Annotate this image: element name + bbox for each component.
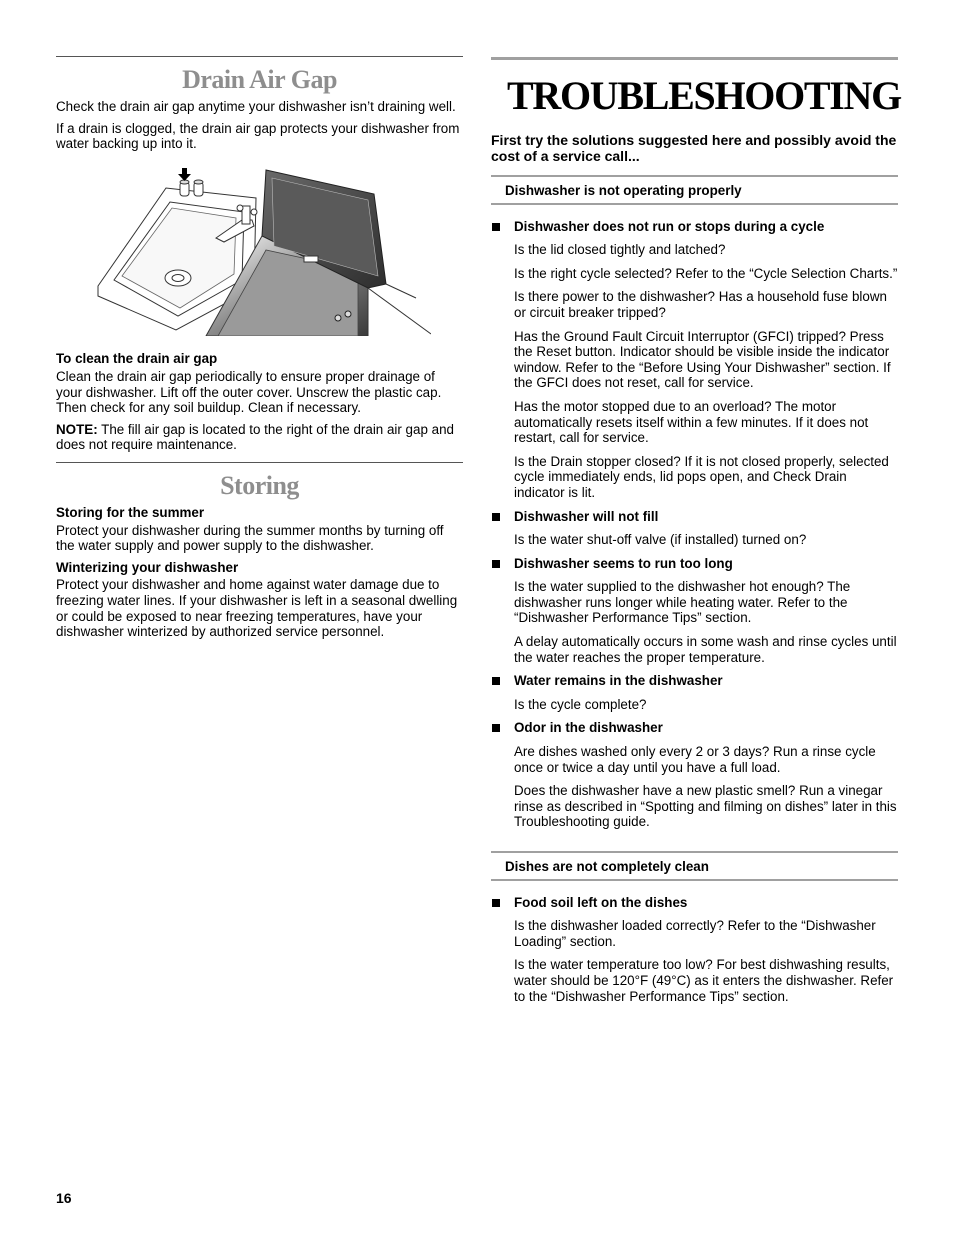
page-number: 16 <box>56 1190 72 1206</box>
answer: Has the motor stopped due to an overload? The motor automatically resets itself within a few minutes. If it does not restart, call for service. <box>514 398 869 446</box>
drain-air-gap-title: Drain Air Gap <box>182 65 337 94</box>
issue-title-text: Dishwasher seems to run too long <box>514 555 733 571</box>
clean-drain-air-gap-text: Clean the drain air gap periodically to ensure proper drainage of your dishwasher. Lift off the outer cover. Unscrew the plastic cap. Then check for any soil buildup. Clean if necessary. <box>56 368 442 416</box>
answer: Is the right cycle selected? Refer to the “Cycle Selection Charts.” <box>514 265 898 281</box>
bullet-square-icon <box>492 677 500 685</box>
issue-odor <box>491 720 898 736</box>
note-label: NOTE: <box>56 421 98 437</box>
answer: Does the dishwasher have a new plastic smell? Run a vinegar rinse as described in “Spotting and filming on dishes” later in this Troubleshooting guide. <box>514 783 897 830</box>
issue-does-not-run <box>491 219 898 235</box>
issue-title-text: Odor in the dishwasher <box>514 720 663 736</box>
answer: Is the water temperature too low? For best dishwashing results, water should be 120°F (49°C) as it enters the dishwasher. Refer to the “Dishwasher Performance Tips” section. <box>514 957 894 1004</box>
storing-title: Storing <box>220 470 299 500</box>
spacer <box>491 838 898 851</box>
left-column <box>56 56 463 646</box>
note-text: The fill air gap is located to the right of the drain air gap and does not require maintenance. <box>56 421 454 453</box>
answer: Has the Ground Fault Circuit Interruptor (GFCI) tripped? Press the Reset button. Indicator should be visible inside the indicator window. Refer to the “Before Using Your Dishwasher” section. If the GFCI does not reset, call for service. <box>514 328 891 391</box>
bullet-square-icon <box>492 223 500 231</box>
section-heading-not-clean: Dishes are not completely clean <box>491 851 898 881</box>
answer: Is the water shut-off valve (if installed) turned on? <box>514 532 807 548</box>
bullet-square-icon <box>492 560 500 568</box>
issue-runs-too-long <box>491 556 898 572</box>
bullet-square-icon <box>492 513 500 521</box>
issue-will-not-fill <box>491 509 898 525</box>
section-rule <box>56 462 463 463</box>
drain-air-gap-para-2: If a drain is clogged, the drain air gap protects your dishwasher from water backing up into it. <box>56 120 460 152</box>
winterizing-text: Protect your dishwasher and home against water damage due to freezing water lines. If your dishwasher is left in a seasonal dwelling or could be exposed to near freezing temperatures, have your dishwasher winterized by authorized service personnel. <box>56 577 458 640</box>
issue-title-text: Food soil left on the dishes <box>514 894 688 910</box>
answer: Is the Drain stopper closed? If it is not closed properly, selected cycle immediately ends, lid pops open, and Check Drain indicator is lit. <box>514 453 889 500</box>
answer: Is the water supplied to the dishwasher hot enough? The dishwasher runs longer while heating water. Refer to the “Dishwasher Performance Tips” section. <box>514 579 851 626</box>
storing-summer-text: Protect your dishwasher during the summer months by turning off the water supply and power supply to the dishwasher. <box>56 522 444 554</box>
answer: Is the lid closed tightly and latched? <box>514 242 726 258</box>
troubleshooting-title: TROUBLESHOOTING <box>507 73 901 118</box>
drain-air-gap-illustration <box>96 168 431 336</box>
title-rule <box>491 57 898 60</box>
issue-water-remains <box>491 673 898 689</box>
answer: Is the dishwasher loaded correctly? Refer to the “Dishwasher Loading” section. <box>514 918 876 949</box>
issue-title-text: Water remains in the dishwasher <box>514 673 723 689</box>
down-arrow-icon <box>178 168 191 181</box>
answer: Are dishes washed only every 2 or 3 days? Run a rinse cycle once or twice a day until you have a full load. <box>514 744 876 775</box>
issue-food-soil <box>491 895 898 911</box>
section-rule <box>56 56 463 57</box>
answer: Is the cycle complete? <box>514 696 647 712</box>
note-paragraph <box>56 422 463 453</box>
bullet-square-icon <box>492 724 500 732</box>
clean-drain-air-gap-heading: To clean the drain air gap <box>56 351 218 367</box>
troubleshooting-intro: First try the solutions suggested here and possibly avoid the cost of a service call... <box>491 132 897 164</box>
issue-title-text: Dishwasher will not fill <box>514 508 659 524</box>
storing-summer-heading: Storing for the summer <box>56 504 205 520</box>
answer: Is there power to the dishwasher? Has a household fuse blown or circuit breaker tripped? <box>514 289 887 320</box>
answer: A delay automatically occurs in some wash and rinse cycles until the water reaches the proper temperature. <box>514 634 897 665</box>
right-column <box>491 57 901 1012</box>
bullet-square-icon <box>492 899 500 907</box>
drain-air-gap-para-1: Check the drain air gap anytime your dishwasher isn’t draining well. <box>56 99 456 114</box>
issue-title-text: Dishwasher does not run or stops during a cycle <box>514 218 825 234</box>
section-heading-not-operating: Dishwasher is not operating properly <box>491 175 898 205</box>
winterizing-heading: Winterizing your dishwasher <box>56 559 239 575</box>
